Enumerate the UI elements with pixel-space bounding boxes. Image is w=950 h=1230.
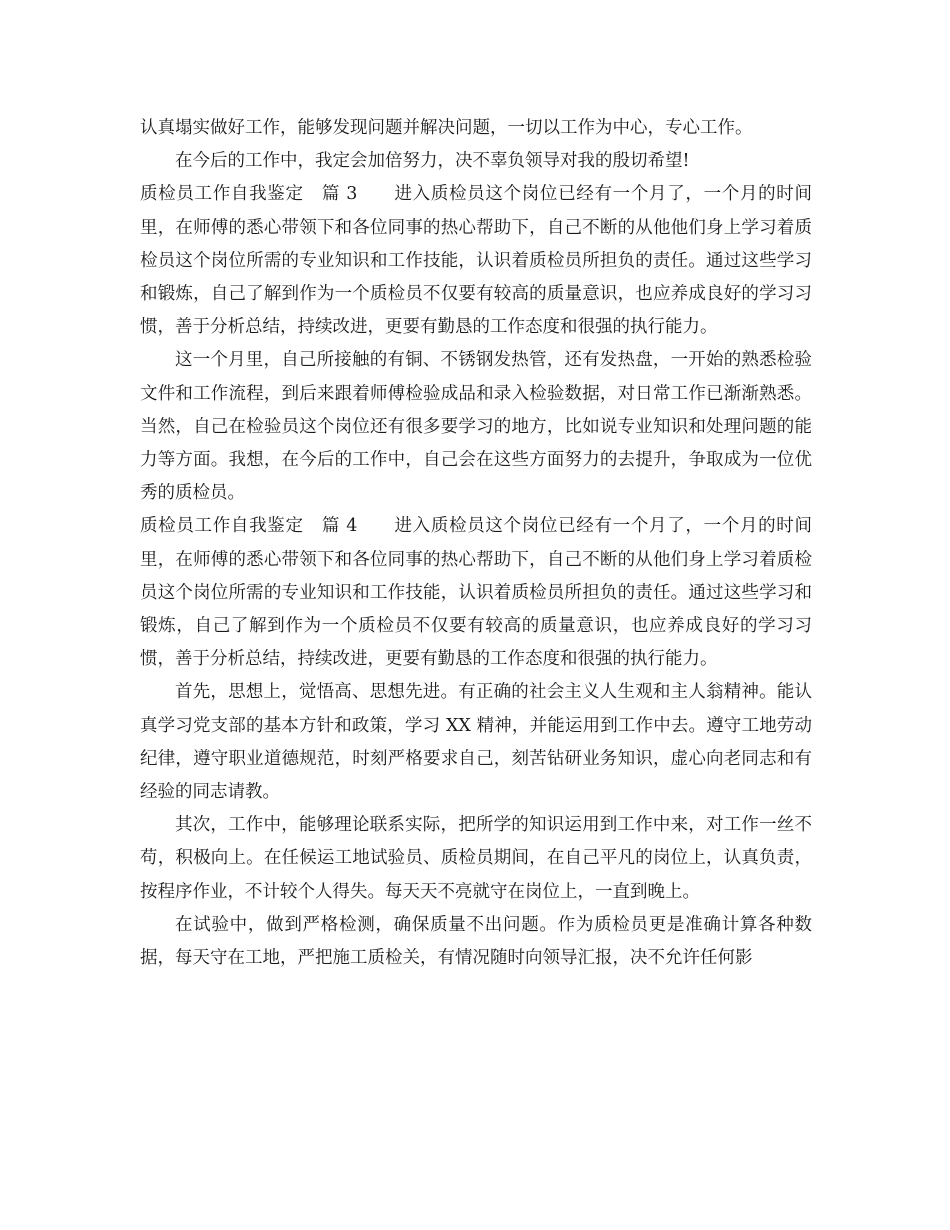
section-4-title: 质检员工作自我鉴定 篇 4 xyxy=(140,516,395,537)
paragraph-work: 其次，工作中，能够理论联系实际，把所学的知识运用到工作中来，对工作一丝不苟，积极向上。在任候运工地试验员、质检员期间，在自己平凡的岗位上，认真负责，按程序作业，不计较个人得失。每天天不亮就守在岗位上，一直到晚上。 xyxy=(140,815,812,902)
section-4-body: 进入质检员这个岗位已经有一个月了，一个月的时间里，在师傅的悉心带领下和各位同事的热心帮助下，自己不断的从他们身上学习着质检员这个岗位所需的专业知识和工作技能，认识着质检员所担负的责任。通过这些学习和锻炼，自己了解到作为一个质检员不仅要有较高的质量意识，也应养成良好的学习习惯，善于分析总结，持续改进，更要有勤恳的工作态度和很强的执行能力。 xyxy=(140,516,812,670)
paragraph-continuation: 认真塌实做好工作，能够发现问题并解决问题，一切以工作为中心，专心工作。 xyxy=(140,118,753,138)
paragraph-thinking: 首先，思想上，觉悟高、思想先进。有正确的社会主义人生观和主人翁精神。能认真学习党支部的基本方针和政策，学习 XX 精神，并能运用到工作中去。遵守工地劳动纪律，遵守职业道德规范，时刻严格要求自己，刻苦钻研业务知识，虚心向老同志和有经验的同志请教。 xyxy=(140,682,812,803)
paragraph-first-month: 这一个月里，自己所接触的有铜、不锈钢发热管，还有发热盘，一开始的熟悉检验文件和工作流程，到后来跟着师傅检验成品和录入检验数据，对日常工作已渐渐熟悉。当然，自己在检验员这个岗位还有很多要学习的地方，比如说专业知识和处理问题的能力等方面。我想，在今后的工作中，自己会在这些方面努力的去提升，争取成为一位优秀的质检员。 xyxy=(140,350,812,504)
section-4 xyxy=(140,510,812,676)
section-3-title: 质检员工作自我鉴定 篇 3 xyxy=(140,184,395,205)
paragraph-commitment: 在今后的工作中，我定会加倍努力，决不辜负领导对我的殷切希望! xyxy=(175,151,690,172)
paragraph-testing: 在试验中，做到严格检测，确保质量不出问题。作为质检员更是准确计算各种数据，每天守在工地，严把施工质检关，有情况随时向领导汇报，决不允许任何影 xyxy=(140,914,812,969)
document-page xyxy=(140,112,812,975)
section-3-body: 进入质检员这个岗位已经有一个月了，一个月的时间里，在师傅的悉心带领下和各位同事的热心帮助下，自己不断的从他他们身上学习着质检员这个岗位所需的专业知识和工作技能，认识着质检员所担负的责任。通过这些学习和锻炼，自己了解到作为一个质检员不仅要有较高的质量意识，也应养成良好的学习习惯，善于分析总结，持续改进，更要有勤恳的工作态度和很强的执行能力。 xyxy=(140,184,812,338)
section-3 xyxy=(140,178,812,344)
